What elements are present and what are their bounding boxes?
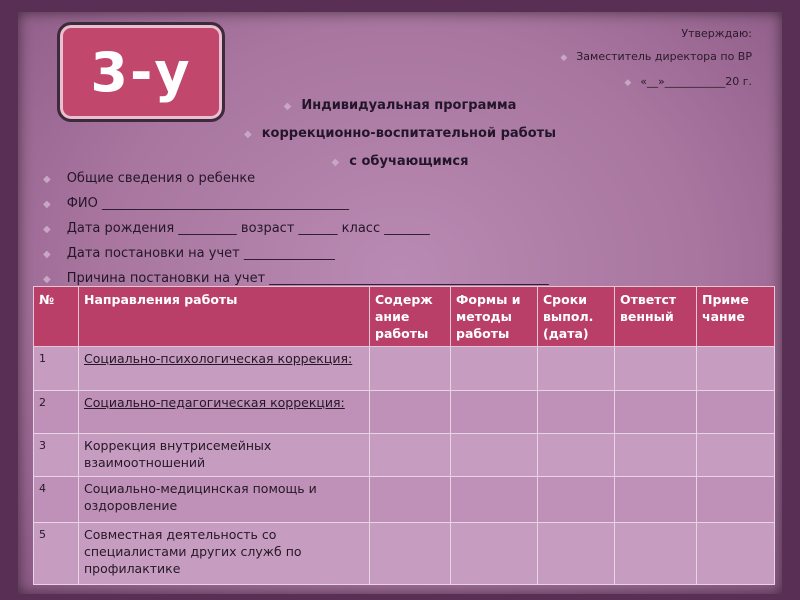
cell-empty[interactable]	[370, 434, 451, 477]
cell-empty[interactable]	[538, 434, 615, 477]
cell-empty[interactable]	[615, 391, 697, 434]
info-line: ◆ ФИО ______________________________________	[43, 192, 549, 217]
cell-empty[interactable]	[370, 523, 451, 585]
row-direction: Социально-медицинская помощь и оздоровление	[79, 477, 370, 523]
approval-line: ◆ Заместитель директора по ВР	[560, 45, 752, 70]
title-line: ◆ с обучающимся	[0, 148, 800, 176]
header-number: №	[34, 287, 79, 347]
header-note: Приме чание	[697, 287, 775, 347]
cell-empty[interactable]	[451, 391, 538, 434]
cell-empty[interactable]	[370, 477, 451, 523]
cell-empty[interactable]	[697, 523, 775, 585]
child-info	[43, 167, 549, 292]
cell-empty[interactable]	[697, 477, 775, 523]
info-line: ◆ Дата постановки на учет ______________	[43, 242, 549, 267]
cell-empty[interactable]	[451, 347, 538, 391]
cell-empty[interactable]	[370, 347, 451, 391]
approval-block	[560, 22, 752, 95]
header-content: Содерж ание работы	[370, 287, 451, 347]
cell-empty[interactable]	[451, 477, 538, 523]
cell-empty[interactable]	[697, 391, 775, 434]
work-plan-table	[33, 286, 775, 585]
table-row	[34, 523, 775, 585]
cell-empty[interactable]	[538, 523, 615, 585]
table-row	[34, 347, 775, 391]
info-line: ◆ Причина постановки на учет ___________________________________________	[43, 267, 549, 292]
cell-empty[interactable]	[615, 477, 697, 523]
program-title	[0, 92, 800, 176]
info-line: ◆ Общие сведения о ребенке	[43, 167, 549, 192]
row-direction: Социально-психологическая коррекция:	[79, 347, 370, 391]
cell-empty[interactable]	[697, 434, 775, 477]
row-direction: Совместная деятельность со специалистами других служб по профилактике	[79, 523, 370, 585]
approval-line: Утверждаю:	[681, 27, 752, 40]
header-deadline: Сроки выпол. (дата)	[538, 287, 615, 347]
cell-empty[interactable]	[615, 523, 697, 585]
table-row	[34, 391, 775, 434]
table-header-row	[34, 287, 775, 347]
title-line: ◆ коррекционно-воспитательной работы	[0, 120, 800, 148]
cell-empty[interactable]	[538, 477, 615, 523]
badge-label: 3-у	[90, 40, 192, 104]
row-number: 5	[34, 523, 79, 585]
info-line: ◆ Дата рождения _________ возраст ______ класс _______	[43, 217, 549, 242]
table-row	[34, 477, 775, 523]
cell-empty[interactable]	[697, 347, 775, 391]
cell-empty[interactable]	[615, 347, 697, 391]
cell-empty[interactable]	[451, 523, 538, 585]
header-methods: Формы и методы работы	[451, 287, 538, 347]
row-direction: Коррекция внутрисемейных взаимоотношений	[79, 434, 370, 477]
approval-line: ◆ «__»___________20 г.	[560, 70, 752, 95]
cell-empty[interactable]	[538, 391, 615, 434]
row-number: 4	[34, 477, 79, 523]
row-number: 3	[34, 434, 79, 477]
row-number: 2	[34, 391, 79, 434]
row-direction: Социально-педагогическая коррекция:	[79, 391, 370, 434]
row-number: 1	[34, 347, 79, 391]
cell-empty[interactable]	[538, 347, 615, 391]
table-row	[34, 434, 775, 477]
title-line: ◆ Индивидуальная программа	[0, 92, 800, 120]
header-responsible: Ответст венный	[615, 287, 697, 347]
cell-empty[interactable]	[370, 391, 451, 434]
header-direction: Направления работы	[79, 287, 370, 347]
cell-empty[interactable]	[615, 434, 697, 477]
cell-empty[interactable]	[451, 434, 538, 477]
